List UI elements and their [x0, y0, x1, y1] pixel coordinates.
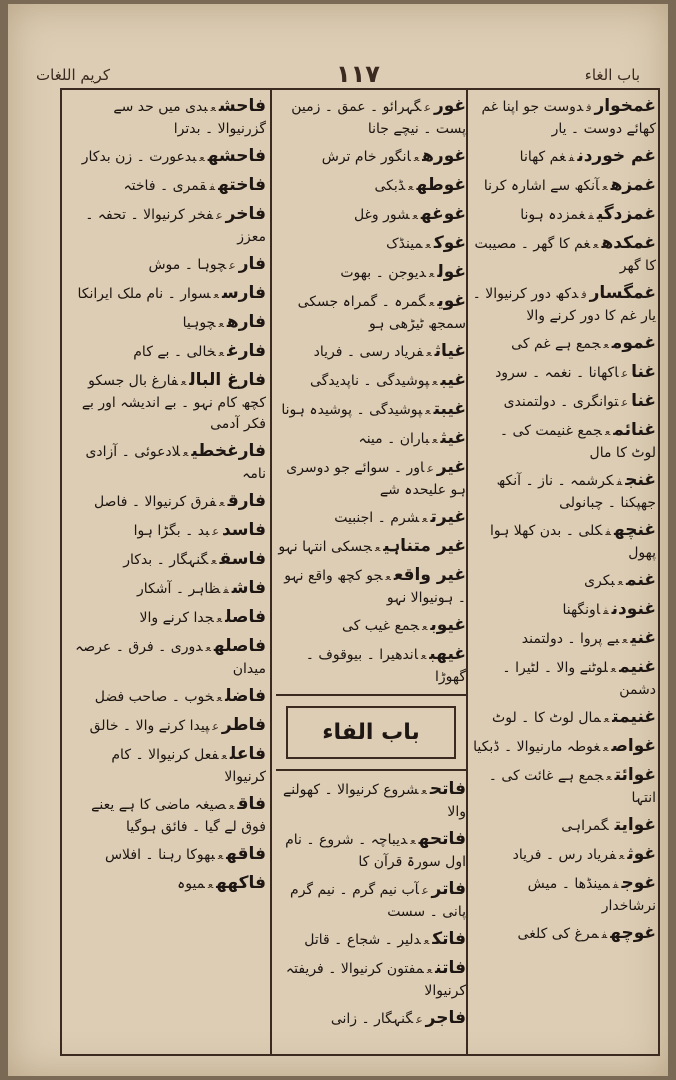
language-marker: ع	[229, 799, 235, 812]
definition: چوہیا	[182, 315, 216, 331]
headword: غمخوار	[594, 96, 656, 116]
headword: فاضل	[225, 686, 266, 706]
language-marker: ع	[211, 554, 217, 567]
language-marker: ف	[223, 583, 229, 596]
definition: بد ۔ بگڑا ہوا	[133, 523, 210, 539]
dictionary-entry	[68, 715, 266, 737]
definition: مینڈک	[386, 236, 423, 252]
headword: فاتک	[432, 929, 466, 949]
dictionary-entry	[276, 536, 466, 558]
language-marker: ع	[212, 720, 219, 733]
language-marker: ع	[622, 633, 628, 646]
dictionary-entry	[472, 765, 656, 808]
language-marker: ع	[606, 770, 612, 783]
dictionary-entry	[68, 873, 266, 895]
column-right	[472, 96, 656, 1048]
headword: غیب	[440, 370, 466, 390]
dictionary-entry	[472, 470, 656, 513]
language-marker: ف	[568, 151, 575, 164]
headword: غوک	[433, 233, 466, 253]
definition: دیوجن ۔ بھوت	[340, 265, 427, 281]
dictionary-entry	[276, 428, 466, 450]
definition: گنہگار ۔ بدکار	[123, 552, 209, 568]
definition: فارغ بال جسکو کچھ کام نہو ۔ بے اندیشہ اور بے فکر آدمی	[81, 373, 266, 432]
language-marker: ع	[425, 404, 431, 417]
language-marker: ع	[420, 649, 427, 662]
headword: غیاث	[434, 341, 466, 361]
dictionary-entry	[68, 578, 266, 600]
language-marker: ع	[205, 641, 211, 654]
headword: غیر متناہی	[383, 536, 466, 556]
dictionary-entry	[276, 507, 466, 529]
definition: بھوکا رہنا ۔ افلاس	[104, 847, 215, 863]
headword: فاصله	[213, 636, 266, 656]
dictionary-entry	[472, 175, 656, 197]
language-marker: ع	[617, 575, 624, 588]
headword: غوغه	[420, 204, 466, 224]
language-marker: ع	[408, 180, 414, 193]
language-marker: ع	[426, 963, 433, 976]
language-marker: ع	[183, 446, 189, 459]
language-marker: ع	[427, 462, 434, 475]
definition: انگور خام ترش	[321, 149, 411, 165]
headword: غوچه	[610, 923, 656, 943]
language-marker: ع	[421, 784, 427, 797]
headword: فاش	[231, 578, 266, 598]
definition: فریاد رسی ۔ فریاد	[313, 344, 424, 360]
language-marker: ع	[216, 691, 223, 704]
language-marker: ع	[619, 849, 625, 862]
headword: فاحشه	[207, 146, 266, 166]
language-marker: ع	[422, 620, 428, 633]
language-marker: ع	[423, 934, 430, 947]
language-marker: ع	[374, 541, 381, 554]
dictionary-entry	[276, 146, 466, 168]
headword: فاسق	[219, 549, 266, 569]
language-marker: ع	[212, 525, 219, 538]
dictionary-entry	[472, 815, 656, 837]
column-divider	[270, 90, 272, 1054]
definition: جمع غنیمت کی ۔ لوٹ کا مال	[499, 423, 656, 461]
headword: فاتح	[429, 779, 466, 799]
definition: بے پروا ۔ دولتمند	[521, 631, 620, 647]
definition: جسکی انتہا نہو	[278, 539, 372, 555]
definition: گمراہی	[561, 818, 609, 834]
definition: بدعورت ۔ زن بدکار	[81, 149, 197, 165]
headword: فارغ البال	[189, 370, 266, 390]
language-marker: ف	[605, 525, 611, 538]
definition: اونگھنا	[562, 602, 601, 618]
headword: غیث	[440, 428, 466, 448]
headword: فاقه	[226, 844, 266, 864]
book-title: کریم اللغات	[36, 66, 110, 84]
language-marker: ع	[429, 296, 435, 309]
language-marker: ع	[221, 749, 227, 762]
language-marker: ع	[199, 151, 205, 164]
headword: غموم	[611, 333, 656, 353]
headword: غیبت	[433, 399, 466, 419]
definition: بدی میں حد سے گزرنیوالا ۔ بدترا	[113, 99, 266, 137]
language-marker: ف	[612, 878, 619, 891]
dictionary-entry	[68, 175, 266, 197]
definition: ڈبکی	[374, 178, 406, 194]
definition: گمرہ ۔ گمراہ جسکی سمجھ ٹیڑھی ہو	[297, 294, 466, 332]
language-marker: ف	[603, 604, 609, 617]
headword: غنا	[631, 362, 656, 382]
language-marker: ع	[216, 209, 223, 222]
definition: جمع ہے غائت کی ۔ انتہا	[488, 768, 656, 806]
dictionary-entry	[276, 958, 466, 1001]
definition: خالی ۔ بے کام	[133, 344, 216, 360]
column-middle	[276, 96, 466, 1048]
dictionary-entry	[68, 520, 266, 542]
chapter-title: باب الغاء	[584, 66, 640, 84]
language-marker: ع	[422, 512, 428, 525]
language-marker: ع	[180, 375, 187, 388]
definition: جو کچھ واقع نہو ۔ ہونیوالا نہو	[284, 568, 466, 606]
dictionary-entry	[276, 1008, 466, 1030]
dictionary-entry	[68, 607, 266, 629]
dictionary-entry	[68, 744, 266, 787]
dictionary-entry	[276, 457, 466, 500]
headword: غنج	[625, 470, 656, 490]
definition: کلی ۔ بدن کھلا ہوا پھول	[490, 523, 656, 561]
definition: شرم ۔ اجنبیت	[334, 510, 420, 526]
definition: کرشمہ ۔ ناز ۔ آنکھ جھپکنا ۔ چبانولی	[496, 473, 656, 511]
definition: غمزدہ ہونا	[520, 207, 586, 223]
dictionary-entry	[68, 341, 266, 363]
dictionary-entry	[276, 929, 466, 951]
headword: غوطه	[416, 175, 466, 195]
definition: گہرائو ۔ عمق ۔ زمین پست ۔ نیچے جانا	[291, 99, 466, 137]
language-marker: ف	[209, 180, 216, 193]
dictionary-entry	[472, 420, 656, 463]
language-marker: ع	[610, 662, 617, 675]
definition: دوری ۔ فرق ۔ عرصہ میدان	[75, 639, 266, 677]
definition: دیباچہ ۔ شروع ۔ نام اول سورۃ قرآن کا	[285, 832, 466, 870]
dictionary-entry	[68, 441, 266, 484]
column-left	[68, 96, 266, 1048]
headword: فاخته	[218, 175, 266, 195]
language-marker: ف	[601, 928, 608, 941]
language-marker: ع	[413, 151, 420, 164]
definition: پوشیدگی ۔ ناپدیدگی	[310, 373, 430, 389]
headword: غوی	[437, 291, 466, 311]
headword: غنی	[630, 628, 656, 648]
headword: فاحش	[218, 96, 266, 116]
dictionary-entry	[276, 175, 466, 197]
language-marker: ع	[426, 346, 432, 359]
dictionary-entry	[68, 549, 266, 571]
language-marker: ع	[604, 425, 611, 438]
dictionary-entry	[472, 283, 656, 326]
language-marker: ع	[621, 367, 629, 380]
language-marker: ع	[425, 238, 431, 251]
definition: ظاہر ۔ آشکار	[137, 581, 221, 597]
headword: غوره	[422, 146, 466, 166]
headword: غم خوردن	[577, 146, 656, 166]
headword: فاخر	[225, 204, 266, 224]
definition: غم کھانا	[519, 149, 566, 165]
headword: فاق	[237, 794, 266, 814]
definition: آب نیم گرم ۔ نیم گرم پانی ۔ سست	[290, 882, 466, 920]
dictionary-entry	[472, 599, 656, 621]
definition: گنہگار ۔ زانی	[330, 1011, 414, 1027]
definition: غوطہ مارنیوالا ۔ ڈبکیا	[473, 739, 601, 755]
language-marker: ع	[621, 396, 629, 409]
language-marker: ع	[421, 884, 429, 897]
dictionary-entry	[68, 491, 266, 513]
definition: پیدا کرنے والا ۔ خالق	[89, 718, 210, 734]
dictionary-entry	[472, 736, 656, 758]
language-marker: ع	[603, 338, 609, 351]
dictionary-entry	[68, 254, 266, 276]
dictionary-entry	[68, 686, 266, 708]
dictionary-entry	[276, 233, 466, 255]
language-marker: ع	[210, 101, 216, 114]
definition: پوشیدگی ۔ پوشیدہ ہونا	[281, 402, 423, 418]
definition: باران ۔ مینہ	[358, 431, 430, 447]
language-marker: ع	[429, 267, 435, 280]
dictionary-entry	[472, 204, 656, 226]
definition: مینڈھا ۔ میش نرشاخدار	[527, 876, 656, 914]
definition: شور وغل	[353, 207, 410, 223]
dictionary-entry	[68, 283, 266, 305]
language-marker: ع	[218, 346, 225, 359]
headword: غنیمت	[612, 707, 656, 727]
definition: توانگری ۔ دولتمندی	[503, 394, 619, 410]
definition: اکھانا ۔ نغمہ ۔ سرود	[495, 365, 619, 381]
dictionary-entry	[472, 923, 656, 945]
headword: غنائم	[613, 420, 656, 440]
dictionary-entry	[472, 333, 656, 355]
definition: لادعوئی ۔ آزادی نامہ	[85, 444, 266, 482]
definition: صیغہ ماضی کا ہے یعنے فوق لے گیا ۔ فائق ہوگیا	[91, 797, 266, 835]
definition: فرق کرنیوالا ۔ فاصل	[93, 494, 217, 510]
dictionary-entry	[68, 312, 266, 334]
dictionary-entry	[276, 615, 466, 637]
definition: اندھیرا ۔ بیوقوف ۔ گھوڑا	[305, 647, 466, 685]
headword: فاتحه	[418, 829, 466, 849]
definition: فعل کرنیوالا ۔ کام کرنیوالا	[111, 747, 266, 785]
language-marker: ف	[581, 288, 587, 301]
headword: غنچه	[613, 520, 656, 540]
page-number: ۱۱۷	[336, 60, 380, 88]
language-marker: ع	[603, 712, 610, 725]
section-rule	[276, 694, 466, 696]
headword: غمگسار	[589, 283, 656, 303]
dictionary-entry	[472, 391, 656, 413]
definition: آنکھ سے اشارہ کرنا	[483, 178, 600, 194]
language-marker: ف	[586, 101, 592, 114]
dictionary-entry	[68, 370, 266, 434]
dictionary-entry	[472, 146, 656, 168]
dictionary-entry	[276, 96, 466, 139]
dictionary-entry	[472, 570, 656, 592]
dictionary-page	[8, 4, 668, 1076]
definition: شروع کرنیوالا ۔ کھولنے والا	[282, 782, 466, 820]
definition: دکھ دور کرنیوالا ۔ یار غم کا دور کرنے والا	[472, 286, 656, 324]
headword: غنودن	[611, 599, 656, 619]
definition: جمع غیب کی	[341, 618, 420, 634]
definition: جدا کرنے والا	[139, 610, 214, 626]
headword: غنیم	[619, 657, 656, 677]
headword: غوائت	[614, 765, 656, 785]
dictionary-entry	[276, 879, 466, 922]
definition: دوست جو اپنا غم کھائے دوست ۔ یار	[481, 99, 656, 137]
language-marker: ع	[213, 288, 219, 301]
headword: غیر	[436, 457, 466, 477]
dictionary-entry	[68, 146, 266, 168]
dictionary-entry	[472, 873, 656, 916]
headword: غول	[437, 262, 466, 282]
definition: مرغ کی کلغی	[517, 926, 599, 942]
definition: لوٹنے والا ۔ لٹیرا ۔ دشمن	[502, 660, 656, 698]
section-rule	[276, 769, 466, 771]
dictionary-entry	[68, 636, 266, 679]
language-marker: ع	[424, 101, 431, 114]
definition: سوار ۔ نام ملک ایرانکا	[77, 286, 211, 302]
dictionary-entry	[276, 291, 466, 334]
headword: فاطر	[221, 715, 266, 735]
headword: غوایت	[614, 815, 656, 835]
language-marker: ع	[412, 209, 418, 222]
headword: غیرت	[430, 507, 466, 527]
dictionary-entry	[472, 362, 656, 384]
language-marker: ع	[410, 834, 416, 847]
language-marker: ع	[416, 1013, 423, 1026]
dictionary-entry	[68, 844, 266, 866]
definition: مفتون کرنیوالا ۔ فریفتہ کرنیوالا	[285, 961, 466, 999]
dictionary-entry	[276, 565, 466, 608]
dictionary-entry	[472, 628, 656, 650]
dictionary-entry	[472, 96, 656, 139]
headword: فاتر	[431, 879, 466, 899]
definition: مال لوٹ کا ۔ لوٹ	[492, 710, 601, 726]
definition: دلیر ۔ شجاع ۔ قاتل	[304, 932, 421, 948]
dictionary-entry	[276, 262, 466, 284]
language-marker: ع	[603, 741, 609, 754]
language-marker: ع	[219, 496, 225, 509]
language-marker: ع	[229, 259, 236, 272]
definition: اور ۔ سوائے جو دوسری ہو علیحدہ شے	[286, 460, 466, 498]
dictionary-entry	[68, 96, 266, 139]
headword: غیهب	[429, 644, 466, 664]
language-marker: ع	[432, 433, 438, 446]
definition: غم کا گھر ۔ مصیبت کا گھر	[474, 236, 656, 274]
definition: بکری	[584, 573, 615, 589]
headword: غواص	[611, 736, 656, 756]
dictionary-entry	[276, 204, 466, 226]
definition: چوہا ۔ موش	[148, 257, 227, 273]
definition: جمع ہے غم کی	[511, 336, 601, 352]
section-heading: باب الفاء	[286, 706, 456, 759]
definition: فریاد رس ۔ فریاد	[512, 847, 617, 863]
headword: فاره	[226, 312, 266, 332]
dictionary-entry	[276, 341, 466, 363]
headword: فار	[238, 254, 266, 274]
headword: فارغ	[227, 341, 266, 361]
language-marker: ع	[602, 180, 608, 193]
definition: خوب ۔ صاحب فضل	[94, 689, 214, 705]
definition: میوہ	[177, 876, 205, 892]
headword: غیر واقع	[393, 565, 466, 585]
headword: غیوب	[430, 615, 466, 635]
language-marker: ف	[588, 209, 594, 222]
dictionary-entry	[276, 399, 466, 421]
language-marker: ع	[593, 238, 599, 251]
headword: فاکهه	[216, 873, 266, 893]
language-marker: ع	[432, 375, 438, 388]
headword: فارس	[221, 283, 266, 303]
language-marker: ف	[616, 475, 623, 488]
headword: غوث	[627, 844, 656, 864]
headword: غنا	[631, 391, 656, 411]
headword: غنم	[626, 570, 656, 590]
dictionary-entry	[68, 204, 266, 247]
dictionary-entry	[276, 779, 466, 822]
headword: فاتن	[435, 958, 466, 978]
language-marker: ع	[216, 612, 223, 625]
dictionary-entry	[276, 644, 466, 687]
headword: فاصل	[225, 607, 266, 627]
dictionary-entry	[472, 520, 656, 563]
columns-frame	[60, 88, 660, 1056]
headword: غمزه	[610, 175, 656, 195]
dictionary-entry	[472, 707, 656, 729]
dictionary-entry	[68, 794, 266, 837]
headword: فاسد	[221, 520, 266, 540]
dictionary-entry	[472, 233, 656, 276]
language-marker: ع	[385, 570, 391, 583]
headword: غمزدگی	[596, 204, 656, 224]
dictionary-entry	[276, 829, 466, 872]
headword: فارق	[227, 491, 266, 511]
dictionary-entry	[472, 844, 656, 866]
definition: فخر کرنیوالا ۔ تحفہ ۔ معزز	[85, 207, 266, 245]
definition: قمری ۔ فاختہ	[123, 178, 207, 194]
headword: فاعل	[229, 744, 266, 764]
headword: غوج	[621, 873, 656, 893]
headword: غور	[433, 96, 466, 116]
column-divider	[466, 90, 468, 1054]
dictionary-entry	[276, 370, 466, 392]
headword: غمکده	[601, 233, 656, 253]
language-marker: ع	[207, 878, 214, 891]
language-marker: ع	[217, 849, 224, 862]
headword: فارغخطی	[191, 441, 266, 461]
headword: فاجر	[425, 1008, 466, 1028]
language-marker: ع	[218, 317, 224, 330]
dictionary-entry	[472, 657, 656, 700]
